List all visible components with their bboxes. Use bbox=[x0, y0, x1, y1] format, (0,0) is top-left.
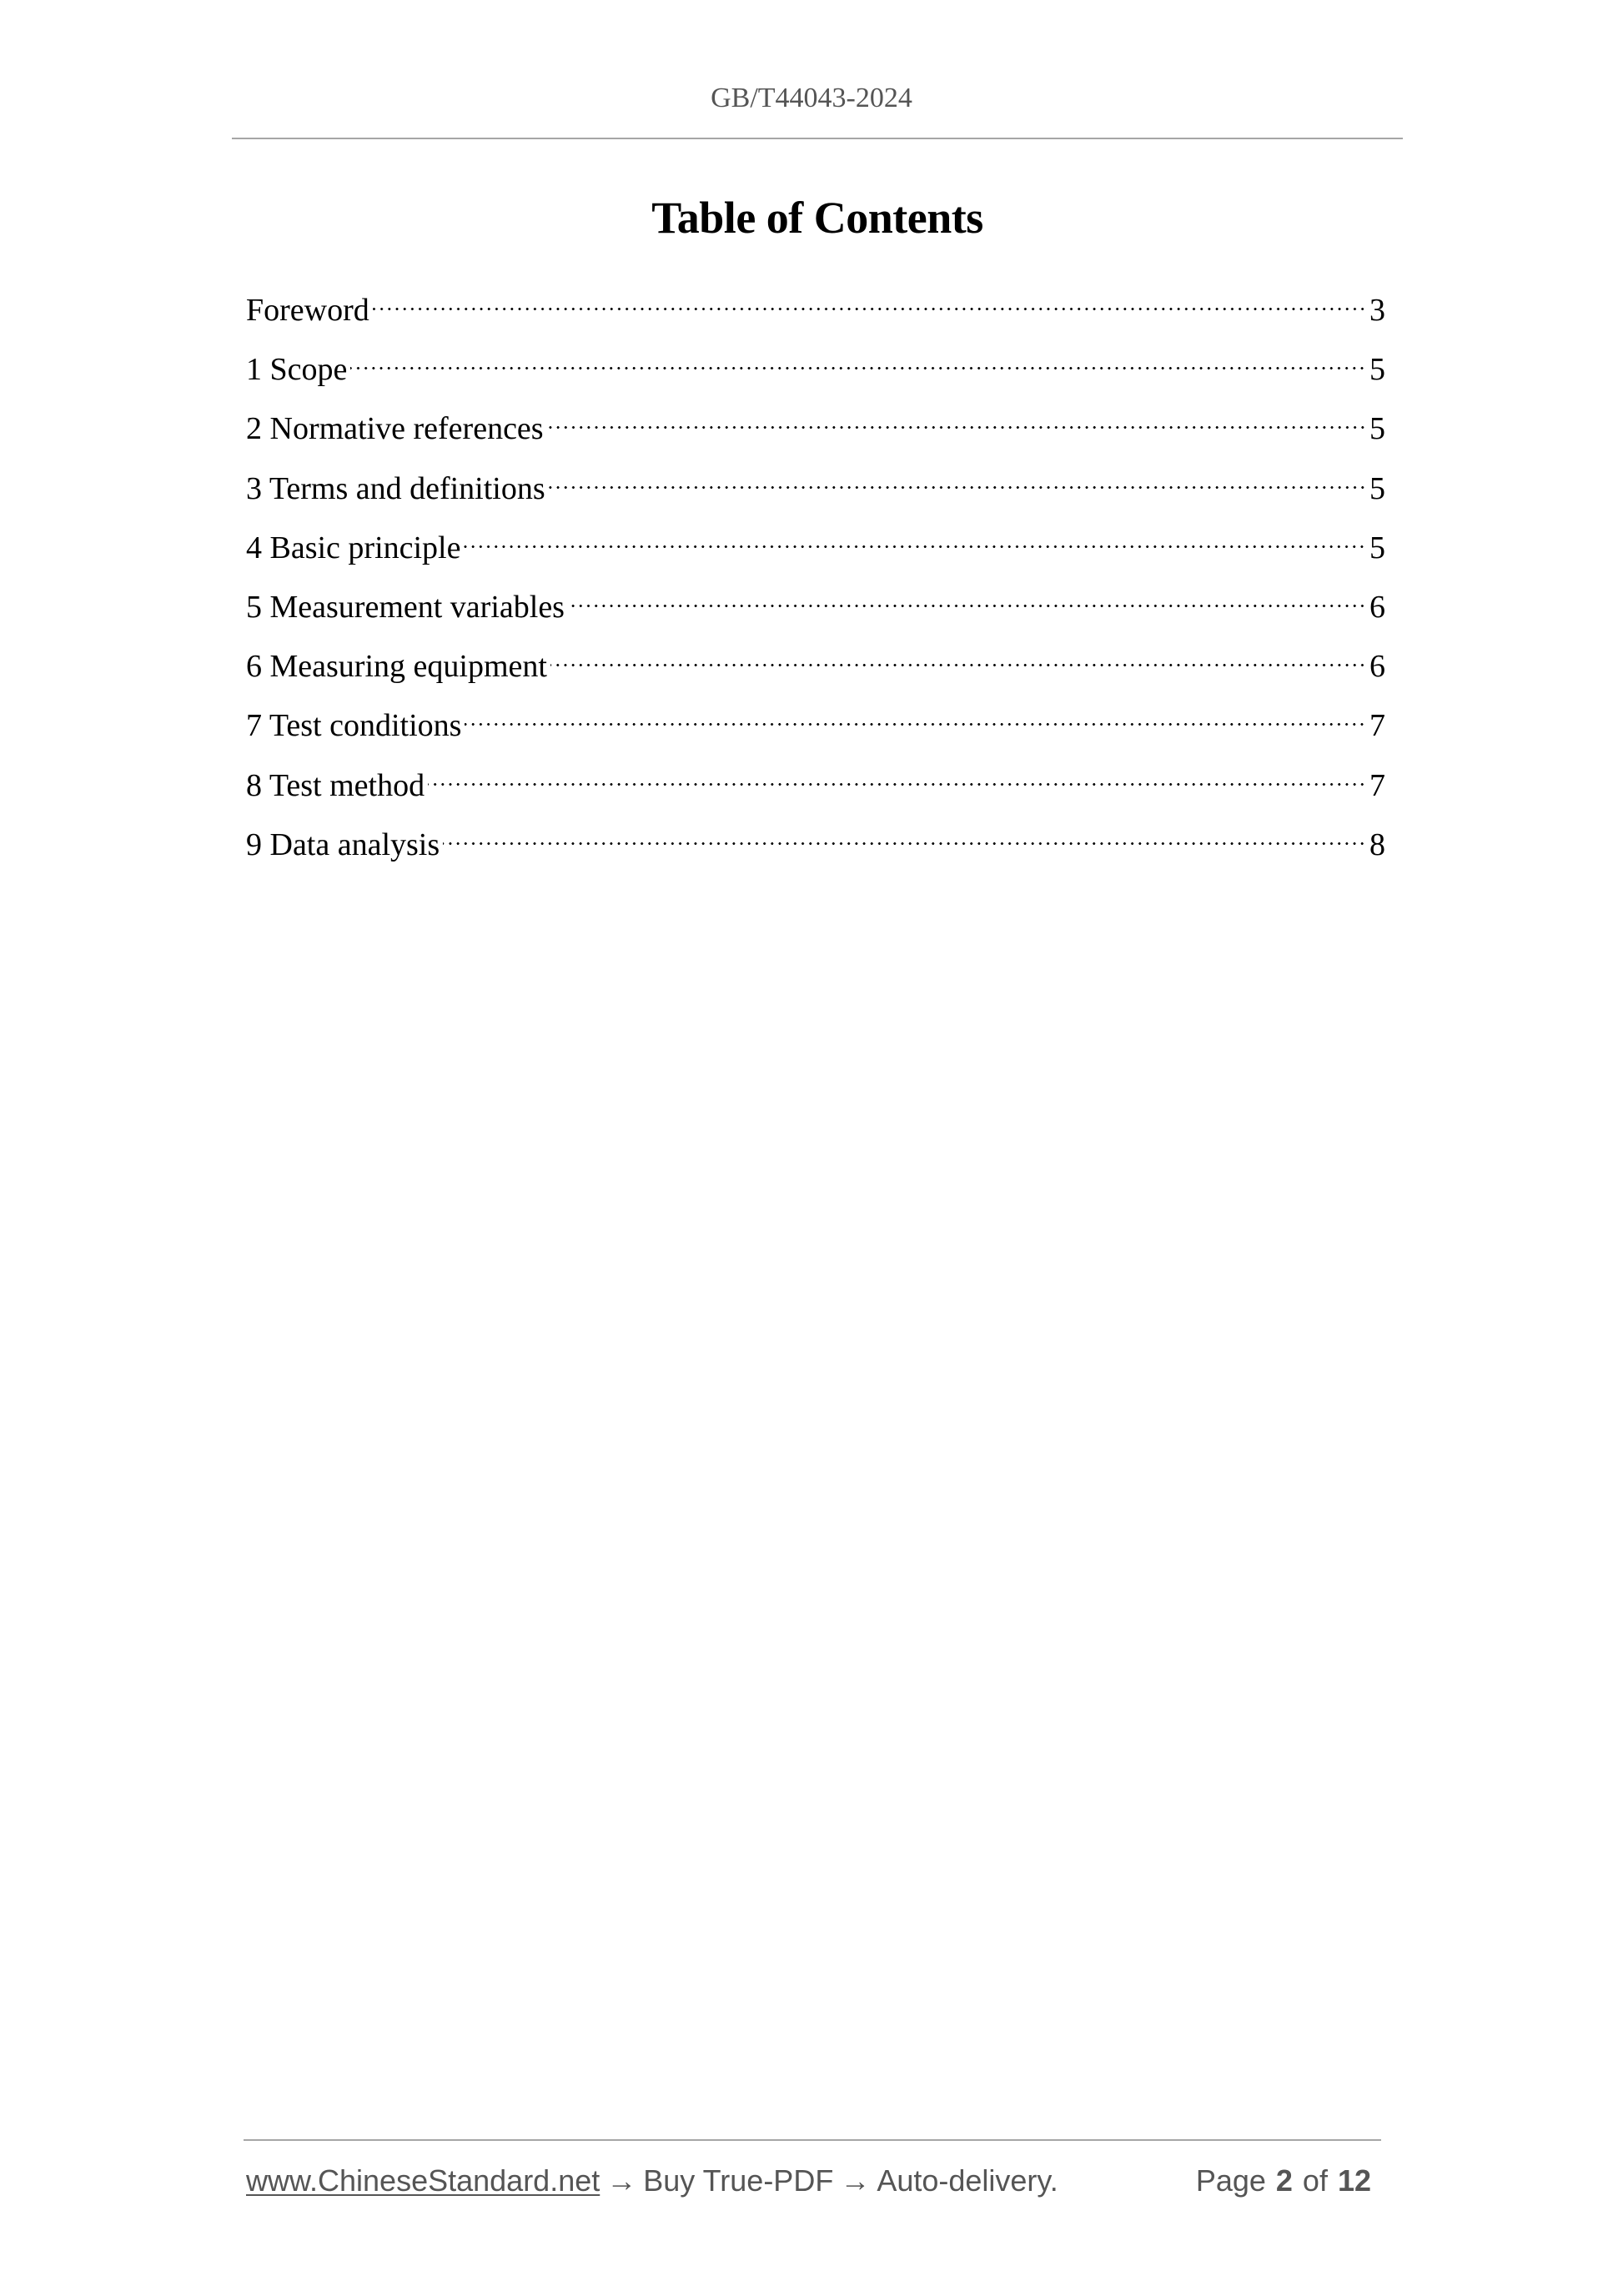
toc-entry-page: 3 bbox=[1369, 293, 1385, 328]
toc-entry-label: 8 Test method bbox=[246, 767, 425, 803]
dot-leader bbox=[350, 338, 1366, 379]
toc-entry-test-conditions[interactable] bbox=[246, 694, 1385, 753]
arrow-right-icon: → bbox=[840, 2163, 871, 2198]
toc-entry-page: 6 bbox=[1369, 649, 1385, 685]
dot-leader bbox=[550, 635, 1366, 676]
page-word: Page bbox=[1195, 2163, 1266, 2198]
total-pages-number: 12 bbox=[1337, 2163, 1371, 2198]
toc-entry-page: 7 bbox=[1369, 708, 1385, 744]
toc-entry-label: 6 Measuring equipment bbox=[246, 649, 547, 685]
footer-divider bbox=[244, 2139, 1381, 2141]
arrow-right-icon: → bbox=[606, 2163, 637, 2198]
auto-delivery-text: Auto-delivery. bbox=[877, 2163, 1058, 2198]
toc-entry-label: 3 Terms and definitions bbox=[246, 470, 545, 506]
buy-pdf-text: Buy True-PDF bbox=[643, 2163, 834, 2198]
toc-entry-page: 5 bbox=[1369, 470, 1385, 506]
page-footer bbox=[246, 2162, 1376, 2200]
toc-entry-label: 5 Measurement variables bbox=[246, 589, 565, 625]
toc-entry-measurement-variables[interactable] bbox=[246, 575, 1385, 635]
toc-entry-label: 2 Normative references bbox=[246, 411, 544, 447]
toc-entry-normative-references[interactable] bbox=[246, 397, 1385, 456]
toc-entry-measuring-equipment[interactable] bbox=[246, 635, 1385, 694]
toc-entry-test-method[interactable] bbox=[246, 754, 1385, 813]
header-divider bbox=[232, 138, 1403, 139]
toc-entry-label: 7 Test conditions bbox=[246, 708, 462, 744]
toc-entry-label: Foreword bbox=[246, 293, 369, 328]
running-header-standard-code: GB/T44043-2024 bbox=[711, 83, 912, 113]
toc-title: Table of Contents bbox=[651, 193, 983, 243]
toc-entry-page: 7 bbox=[1369, 767, 1385, 803]
toc-entry-basic-principle[interactable] bbox=[246, 516, 1385, 575]
current-page-number: 2 bbox=[1275, 2163, 1293, 2198]
dot-leader bbox=[549, 457, 1366, 499]
toc-entry-label: 4 Basic principle bbox=[246, 530, 461, 565]
toc-list bbox=[246, 279, 1385, 872]
toc-entry-data-analysis[interactable] bbox=[246, 813, 1385, 872]
dot-leader bbox=[464, 516, 1366, 558]
dot-leader bbox=[568, 575, 1366, 617]
dot-leader bbox=[428, 754, 1366, 796]
toc-entry-label: 9 Data analysis bbox=[246, 826, 440, 862]
toc-entry-page: 5 bbox=[1369, 530, 1385, 565]
toc-entry-foreword[interactable] bbox=[246, 279, 1385, 338]
toc-entry-page: 6 bbox=[1369, 589, 1385, 625]
footer-promo bbox=[246, 2162, 1058, 2200]
toc-entry-scope[interactable] bbox=[246, 338, 1385, 397]
toc-entry-label: 1 Scope bbox=[246, 352, 348, 388]
dot-leader bbox=[443, 813, 1366, 855]
dot-leader bbox=[373, 279, 1366, 320]
of-word: of bbox=[1302, 2163, 1328, 2198]
website-link[interactable]: www.ChineseStandard.net bbox=[246, 2163, 600, 2198]
page-indicator bbox=[1191, 2162, 1376, 2200]
toc-entry-page: 5 bbox=[1369, 352, 1385, 388]
dot-leader bbox=[465, 694, 1366, 736]
toc-entry-page: 8 bbox=[1369, 826, 1385, 862]
dot-leader bbox=[547, 397, 1366, 439]
toc-entry-terms-and-definitions[interactable] bbox=[246, 457, 1385, 516]
toc-entry-page: 5 bbox=[1369, 411, 1385, 447]
